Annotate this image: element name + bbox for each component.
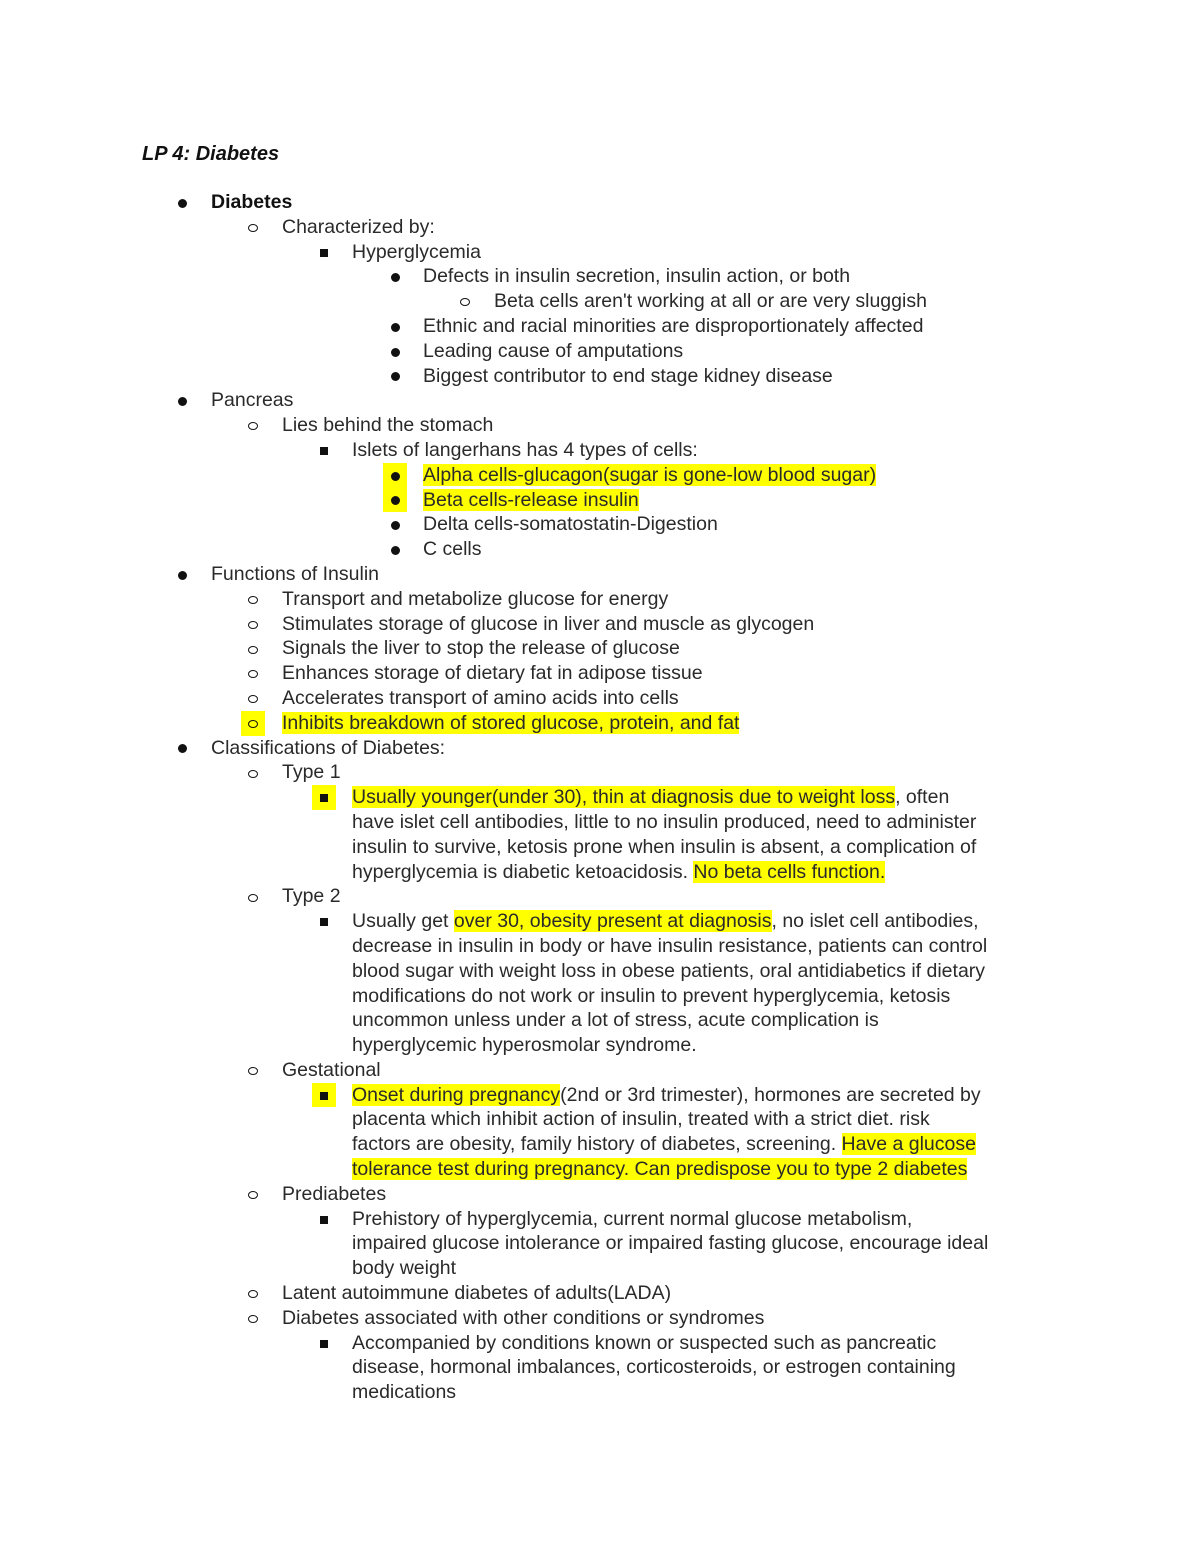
line-text [282, 760, 341, 785]
bullet-circle-icon [241, 884, 265, 909]
text-segment: impaired glucose intolerance or impaired fasting glucose, encourage ideal [352, 1232, 989, 1255]
line-text [282, 686, 679, 711]
line-text [423, 537, 482, 562]
text-segment: Biggest contributor to end stage kidney disease [423, 364, 833, 387]
bullet-square-icon [312, 909, 336, 934]
highlighted-text: over 30, obesity present at diagnosis [453, 910, 772, 933]
bullet-square-icon [312, 785, 336, 810]
bullet-circle-icon [241, 1182, 265, 1207]
text-segment: Latent autoimmune diabetes of adults(LADA) [282, 1282, 672, 1305]
text-segment: Diabetes [211, 191, 293, 213]
outline-line [0, 1380, 1200, 1405]
bullet-circle-icon [453, 289, 477, 314]
bullet-dot-icon [170, 736, 194, 761]
text-segment: Accelerates transport of amino acids into cells [282, 686, 679, 709]
highlighted-text: Have a glucose [841, 1133, 976, 1156]
text-segment: hyperglycemic hyperosmolar syndrome. [352, 1034, 697, 1057]
text-segment: disease, hormonal imbalances, corticosteroids, or estrogen containing [352, 1356, 956, 1379]
bullet-dot-icon [383, 512, 407, 537]
line-text [282, 661, 703, 686]
text-segment: Delta cells-somatostatin-Digestion [423, 513, 718, 536]
outline-line [0, 289, 1200, 314]
outline-line [0, 835, 1200, 860]
outline-line [0, 884, 1200, 909]
outline-list [0, 190, 1200, 1405]
bullet-circle-icon [241, 587, 265, 612]
bullet-dot-icon [383, 314, 407, 339]
outline-line [0, 1058, 1200, 1083]
text-segment: factors are obesity, family history of diabetes, screening. [352, 1133, 842, 1156]
highlighted-text: tolerance test during pregnancy. Can predispose you to type 2 diabetes [352, 1158, 968, 1181]
outline-line [0, 388, 1200, 413]
line-text [423, 488, 639, 513]
line-text [352, 1033, 697, 1058]
text-segment: Lies behind the stomach [282, 414, 494, 437]
bullet-circle-icon [241, 636, 265, 661]
text-segment: medications [352, 1381, 457, 1404]
bullet-dot-icon [383, 463, 407, 488]
text-segment: decrease in insulin in body or have insulin resistance, patients can control [352, 934, 988, 957]
text-segment: hyperglycemia is diabetic ketoacidosis. [352, 860, 694, 883]
text-segment: Accompanied by conditions known or suspected such as pancreatic [352, 1331, 937, 1354]
outline-line [0, 736, 1200, 761]
text-segment: Characterized by: [282, 215, 435, 238]
bullet-dot-icon [383, 488, 407, 513]
line-text [352, 240, 481, 265]
text-segment: blood sugar with weight loss in obese patients, oral antidiabetics if dietary [352, 959, 986, 982]
outline-line [0, 537, 1200, 562]
text-segment: insulin to survive, ketosis prone when insulin is absent, a complication of [352, 835, 977, 858]
line-text [423, 512, 718, 537]
outline-line [0, 1083, 1200, 1108]
outline-line [0, 587, 1200, 612]
outline-line [0, 1132, 1200, 1157]
outline-line [0, 413, 1200, 438]
page-title: LP 4: Diabetes [142, 143, 280, 165]
outline-line [0, 1331, 1200, 1356]
outline-line [0, 240, 1200, 265]
highlighted-text: Usually younger(under 30), thin at diagnosis due to weight loss [352, 786, 896, 809]
outline-line [0, 760, 1200, 785]
text-segment: Gestational [282, 1058, 381, 1081]
highlighted-text: Inhibits breakdown of stored glucose, protein, and fat [282, 711, 740, 734]
line-text [352, 1008, 879, 1033]
bullet-circle-icon [241, 1306, 265, 1331]
line-text [352, 1107, 930, 1132]
highlighted-text: Alpha cells-glucagon(sugar is gone-low blood sugar) [423, 463, 877, 486]
line-text [352, 1207, 912, 1232]
highlighted-text: Onset during pregnancy [352, 1083, 561, 1106]
line-text [211, 736, 445, 761]
line-text [352, 934, 987, 959]
line-text [282, 413, 493, 438]
bullet-circle-icon [241, 413, 265, 438]
text-segment: Prediabetes [282, 1182, 387, 1205]
text-segment: , often [895, 786, 950, 809]
outline-line [0, 1157, 1200, 1182]
line-text [352, 1256, 456, 1281]
bullet-dot-icon [170, 562, 194, 587]
text-segment: Hyperglycemia [352, 240, 481, 263]
text-segment: Islets of langerhans has 4 types of cells: [352, 438, 698, 461]
line-text [282, 1306, 764, 1331]
bullet-circle-icon [241, 686, 265, 711]
outline-line [0, 1281, 1200, 1306]
outline-line [0, 860, 1200, 885]
text-segment: Diabetes associated with other conditions or syndromes [282, 1306, 765, 1329]
line-text [282, 711, 739, 736]
outline-line [0, 364, 1200, 389]
text-segment: Classifications of Diabetes: [211, 736, 446, 759]
outline-line [0, 1207, 1200, 1232]
line-text [352, 1331, 936, 1356]
outline-line [0, 612, 1200, 637]
text-segment: Leading cause of amputations [423, 339, 684, 362]
outline-line [0, 1355, 1200, 1380]
text-segment: Stimulates storage of glucose in liver and muscle as glycogen [282, 612, 815, 635]
outline-line [0, 785, 1200, 810]
line-text [352, 1231, 988, 1256]
line-text [282, 636, 680, 661]
outline-line [0, 463, 1200, 488]
outline-line [0, 1306, 1200, 1331]
outline-line [0, 711, 1200, 736]
outline-line [0, 1182, 1200, 1207]
bullet-circle-icon [241, 661, 265, 686]
bullet-dot-icon [383, 364, 407, 389]
highlighted-text: Beta cells-release insulin [423, 488, 639, 511]
line-text [211, 190, 292, 215]
outline-line [0, 1107, 1200, 1132]
text-segment: placenta which inhibit action of insulin, treated with a strict diet. risk [352, 1108, 930, 1131]
outline-line [0, 661, 1200, 686]
bullet-circle-icon [241, 711, 265, 736]
outline-line [0, 438, 1200, 463]
text-segment: uncommon unless under a lot of stress, acute complication is [352, 1009, 879, 1032]
text-segment: Defects in insulin secretion, insulin action, or both [423, 265, 851, 288]
line-text [282, 884, 341, 909]
line-text [352, 909, 979, 934]
line-text [352, 835, 976, 860]
line-text [352, 959, 985, 984]
line-text [282, 1281, 671, 1306]
line-text [423, 463, 876, 488]
bullet-dot-icon [170, 388, 194, 413]
outline-line [0, 488, 1200, 513]
bullet-circle-icon [241, 612, 265, 637]
outline-line [0, 1033, 1200, 1058]
outline-line [0, 984, 1200, 1009]
outline-line [0, 909, 1200, 934]
outline-line [0, 264, 1200, 289]
outline-line [0, 1008, 1200, 1033]
outline-line [0, 314, 1200, 339]
text-segment: Ethnic and racial minorities are disproportionately affected [423, 314, 924, 337]
line-text [352, 984, 950, 1009]
bullet-dot-icon [170, 190, 194, 215]
bullet-circle-icon [241, 1281, 265, 1306]
bullet-dot-icon [383, 339, 407, 364]
line-text [211, 388, 293, 413]
bullet-square-icon [312, 1083, 336, 1108]
line-text [211, 562, 379, 587]
bullet-square-icon [312, 438, 336, 463]
bullet-circle-icon [241, 215, 265, 240]
bullet-dot-icon [383, 537, 407, 562]
text-segment: Pancreas [211, 389, 294, 412]
line-text [352, 1355, 956, 1380]
text-segment: Enhances storage of dietary fat in adipose tissue [282, 662, 703, 685]
line-text [352, 1380, 456, 1405]
highlighted-text: No beta cells function. [693, 860, 886, 883]
text-segment: body weight [352, 1257, 457, 1280]
line-text [423, 339, 683, 364]
text-segment: Usually get [352, 910, 454, 933]
text-segment: Beta cells aren't working at all or are very sluggish [494, 290, 927, 313]
outline-line [0, 1231, 1200, 1256]
text-segment: (2nd or 3rd trimester), hormones are secreted by [560, 1083, 981, 1106]
text-segment: Functions of Insulin [211, 562, 380, 585]
outline-line [0, 810, 1200, 835]
line-text [423, 314, 923, 339]
line-text [352, 1083, 981, 1108]
line-text [352, 1157, 967, 1182]
line-text [423, 264, 850, 289]
text-segment: Type 1 [282, 761, 341, 784]
outline-line [0, 934, 1200, 959]
line-text [352, 1132, 976, 1157]
line-text [282, 587, 668, 612]
outline-line [0, 959, 1200, 984]
bullet-circle-icon [241, 760, 265, 785]
text-segment: Type 2 [282, 885, 341, 908]
bullet-square-icon [312, 240, 336, 265]
outline-line [0, 512, 1200, 537]
text-segment: , no islet cell antibodies, [771, 910, 979, 933]
text-segment: Signals the liver to stop the release of glucose [282, 637, 680, 660]
text-segment: Prehistory of hyperglycemia, current normal glucose metabolism, [352, 1207, 913, 1230]
line-text [352, 860, 885, 885]
outline-line [0, 190, 1200, 215]
text-segment: modifications do not work or insulin to prevent hyperglycemia, ketosis [352, 984, 951, 1007]
bullet-square-icon [312, 1331, 336, 1356]
outline-line [0, 339, 1200, 364]
outline-line [0, 562, 1200, 587]
text-segment: have islet cell antibodies, little to no insulin produced, need to administer [352, 810, 977, 833]
bullet-square-icon [312, 1207, 336, 1232]
outline-line [0, 636, 1200, 661]
text-segment: C cells [423, 538, 482, 561]
line-text [423, 364, 833, 389]
line-text [494, 289, 927, 314]
line-text [352, 438, 698, 463]
line-text [282, 612, 814, 637]
outline-line [0, 686, 1200, 711]
line-text [352, 810, 976, 835]
line-text [282, 215, 435, 240]
bullet-circle-icon [241, 1058, 265, 1083]
text-segment: Transport and metabolize glucose for energy [282, 587, 669, 610]
outline-line [0, 215, 1200, 240]
outline-line [0, 1256, 1200, 1281]
line-text [282, 1182, 386, 1207]
bullet-dot-icon [383, 264, 407, 289]
line-text [282, 1058, 381, 1083]
line-text [352, 785, 949, 810]
